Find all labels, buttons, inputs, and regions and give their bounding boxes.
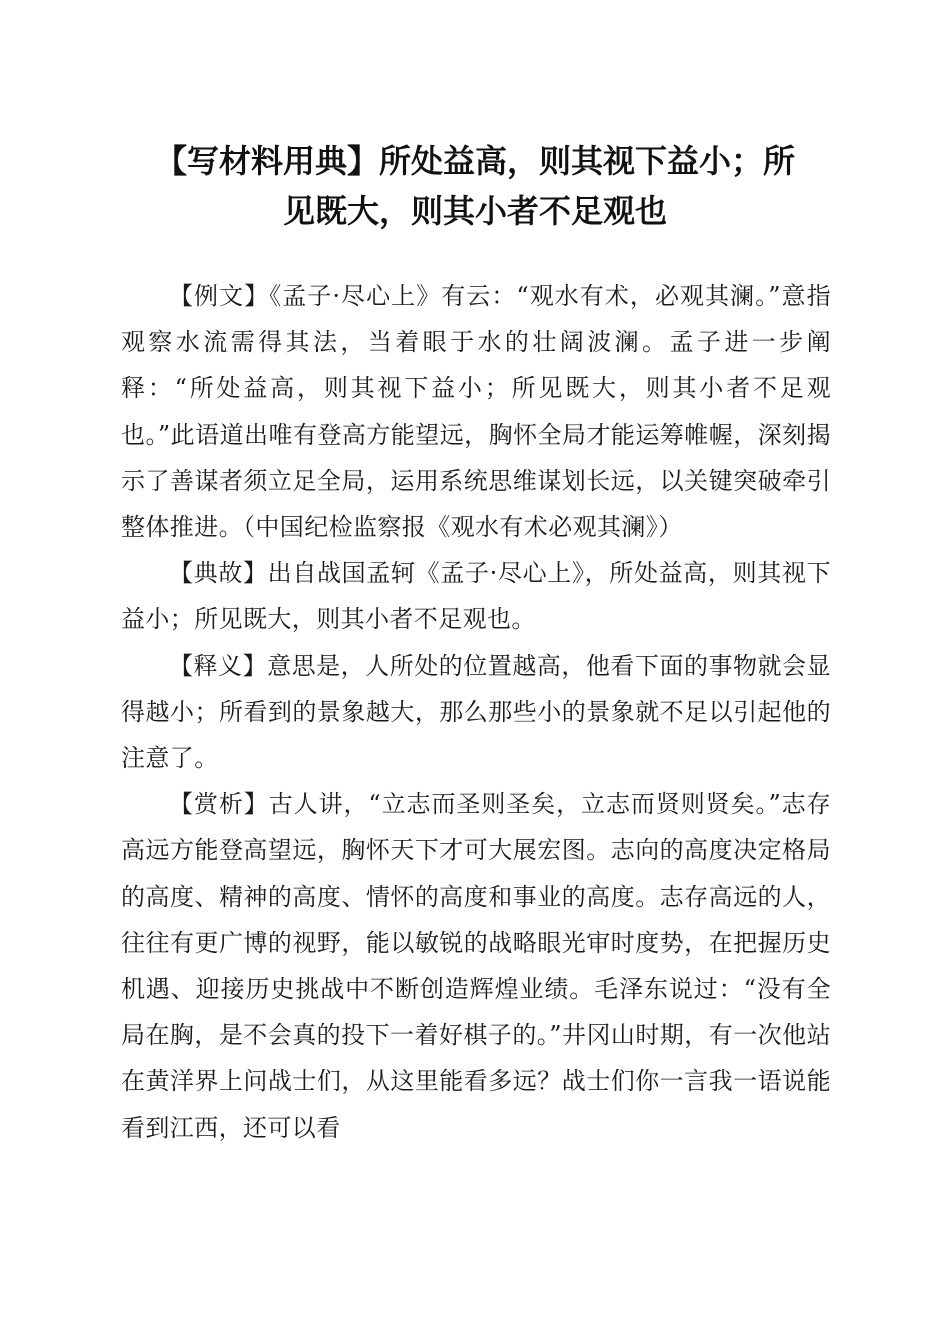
paragraph-text: 古人讲，“立志而圣则圣矣，立志而贤则贤矣。”志存高远方能登高望远，胸怀天下才可大展宏图。志向的高度决定格局的高度、精神的高度、情怀的高度和事业的高度。志存高远的人，往往有更广博的视野，能以敏锐的战略眼光审时度势，在把握历史机遇、迎接历史挑战中不断创造辉煌业绩。毛泽东说过：“没有全局在胸，是不会真的投下一着好棋子的。”井冈山时期，有一次他站在黄洋界上问战士们，从这里能看多远？战士们你一言我一语说能看到江西，还可以看 [121, 790, 831, 1142]
paragraph-tag: 【赏析】 [169, 790, 269, 819]
paragraph-text: 《孟子·尽心上》有云：“观水有术，必观其澜。”意指观察水流需得其法，当着眼于水的壮阔波澜。孟子进一步阐释：“所处益高，则其视下益小；所见既大，则其小者不足观也。”此语道出唯有登高方能望远，胸怀全局才能运筹帷幄，深刻揭示了善谋者须立足全局，运用系统思维谋划长远，以关键突破牵引整体推进。（中国纪检监察报《观水有术必观其澜》） [121, 282, 831, 542]
document-body [121, 273, 831, 1151]
paragraph-example [121, 273, 831, 550]
paragraph-tag: 【例文】 [169, 282, 270, 310]
paragraph-text: 出自战国孟轲《孟子·尽心上》，所处益高，则其视下益小；所见既大，则其小者不足观也。 [121, 559, 831, 634]
paragraph-tag: 【释义】 [169, 651, 268, 680]
paragraph-meaning [121, 643, 831, 782]
paragraph-text: 意思是，人所处的位置越高，他看下面的事物就会显得越小；所看到的景象越大，那么那些小的景象就不足以引起他的注意了。 [121, 651, 831, 773]
title-line-2: 见既大，则其小者不足观也 [282, 192, 667, 230]
paragraph-appreciation [121, 781, 831, 1151]
paragraph-tag: 【典故】 [169, 559, 268, 588]
paragraph-allusion [121, 550, 831, 642]
title-line-1: 【写材料用典】所处益高，则其视下益小；所 [154, 142, 795, 180]
document-title [100, 136, 850, 236]
